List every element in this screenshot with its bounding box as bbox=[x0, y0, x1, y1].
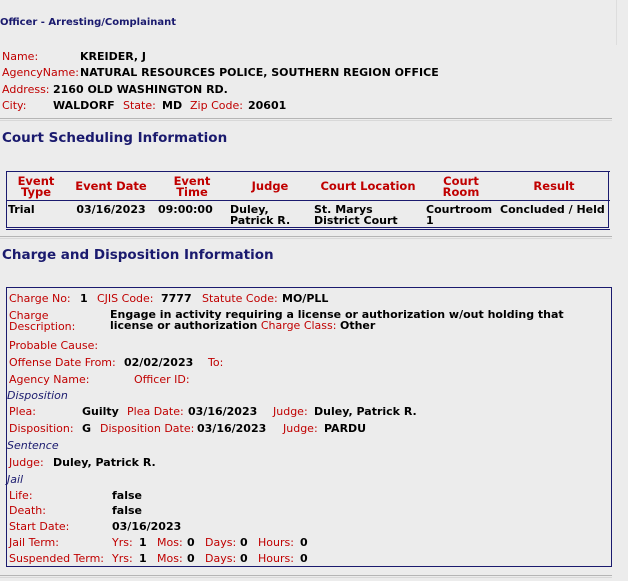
officer-section-header bbox=[0, 0, 617, 45]
susp-days-value: 0 bbox=[240, 552, 248, 565]
jail-yrs-label: Yrs: bbox=[112, 536, 133, 549]
charge-class-label: Charge Class: bbox=[260, 319, 337, 332]
header-judge: Judge bbox=[228, 172, 312, 201]
jail-mos-label: Mos: bbox=[157, 536, 183, 549]
susp-yrs-label: Yrs: bbox=[112, 552, 133, 565]
sentence-judge-label: Judge: bbox=[9, 456, 44, 469]
jail-mos-value: 0 bbox=[187, 536, 195, 549]
divider bbox=[0, 577, 612, 578]
disposition-date-value: 03/16/2023 bbox=[197, 422, 267, 435]
cell-event-date: 03/16/2023 bbox=[66, 201, 156, 230]
cjis-code-label: CJIS Code: bbox=[97, 292, 154, 305]
header-event-time: Event Time bbox=[156, 172, 228, 201]
plea-judge-value: Duley, Patrick R. bbox=[314, 405, 417, 418]
disposition-judge-value: PARDU bbox=[324, 422, 367, 435]
cell-judge: Duley, Patrick R. bbox=[228, 201, 312, 230]
address-value: 2160 OLD WASHINGTON RD. bbox=[53, 83, 228, 96]
cell-event-type: Trial bbox=[6, 201, 66, 230]
header-court-room: Court Room bbox=[424, 172, 498, 201]
divider bbox=[0, 118, 612, 119]
cell-event-time: 09:00:00 bbox=[156, 201, 228, 230]
disposition-value: G bbox=[82, 422, 92, 435]
death-value: false bbox=[112, 504, 142, 517]
officer-name-label: Name: bbox=[2, 50, 39, 63]
offense-date-from-label: Offense Date From: bbox=[9, 356, 116, 369]
jail-days-label: Days: bbox=[205, 536, 237, 549]
zip-label: Zip Code: bbox=[190, 99, 243, 112]
start-date-value: 03/16/2023 bbox=[112, 520, 182, 533]
charge-description-value: Engage in activity requiring a license or authorization w/out holding that license or authorization bbox=[110, 308, 564, 332]
divider bbox=[0, 236, 612, 237]
city-label: City: bbox=[2, 99, 27, 112]
sentence-judge-value: Duley, Patrick R. bbox=[53, 456, 156, 469]
jail-hours-value: 0 bbox=[300, 536, 308, 549]
probable-cause-label: Probable Cause: bbox=[9, 339, 99, 352]
offense-date-to-label: To: bbox=[208, 356, 224, 369]
death-label: Death: bbox=[9, 504, 46, 517]
susp-mos-label: Mos: bbox=[157, 552, 183, 565]
charge-class-value: Other bbox=[339, 319, 376, 332]
plea-label: Plea: bbox=[9, 405, 36, 418]
officer-section-title: Officer - Arresting/Complainant bbox=[0, 17, 177, 28]
life-label: Life: bbox=[9, 489, 33, 502]
disposition-judge-label: Judge: bbox=[283, 422, 318, 435]
jail-days-value: 0 bbox=[240, 536, 248, 549]
charge-no-value: 1 bbox=[80, 292, 88, 305]
divider bbox=[0, 238, 612, 239]
life-value: false bbox=[112, 489, 142, 502]
agency-name-value: NATURAL RESOURCES POLICE, SOUTHERN REGION OFFICE bbox=[80, 66, 439, 79]
susp-hours-value: 0 bbox=[300, 552, 308, 565]
court-schedule-table bbox=[6, 171, 610, 230]
cell-court-location: St. Marys District Court bbox=[312, 201, 424, 230]
start-date-label: Start Date: bbox=[9, 520, 70, 533]
plea-date-label: Plea Date: bbox=[127, 405, 184, 418]
divider bbox=[0, 575, 612, 576]
charge-no-label: Charge No: bbox=[9, 292, 71, 305]
address-label: Address: bbox=[2, 83, 50, 96]
statute-code-value: MO/PLL bbox=[282, 292, 329, 305]
header-event-date: Event Date bbox=[66, 172, 156, 201]
jail-hours-label: Hours: bbox=[258, 536, 294, 549]
header-result: Result bbox=[498, 172, 610, 201]
suspended-term-label: Suspended Term: bbox=[9, 552, 105, 565]
city-value: WALDORF bbox=[53, 99, 115, 112]
court-table-header-row bbox=[6, 172, 610, 201]
jail-heading: Jail bbox=[7, 473, 24, 486]
plea-judge-label: Judge: bbox=[273, 405, 308, 418]
statute-code-label: Statute Code: bbox=[202, 292, 278, 305]
officer-name-value: KREIDER, J bbox=[80, 50, 147, 63]
zip-value: 20601 bbox=[248, 99, 287, 112]
divider bbox=[0, 120, 612, 121]
header-event-type: Event Type bbox=[6, 172, 66, 201]
court-scheduling-title: Court Scheduling Information bbox=[2, 130, 228, 146]
state-value: MD bbox=[162, 99, 183, 112]
agency-name-label: AgencyName: bbox=[2, 66, 79, 79]
charge-agency-name-label: Agency Name: bbox=[9, 373, 90, 386]
susp-mos-value: 0 bbox=[187, 552, 195, 565]
disposition-date-label: Disposition Date: bbox=[100, 422, 195, 435]
charge-description-label: Charge Description: bbox=[9, 309, 76, 333]
cell-court-room: Courtroom 1 bbox=[424, 201, 498, 230]
cell-result: Concluded / Held bbox=[498, 201, 610, 230]
plea-date-value: 03/16/2023 bbox=[188, 405, 258, 418]
cjis-code-value: 7777 bbox=[161, 292, 192, 305]
disposition-heading: Disposition bbox=[7, 389, 68, 402]
jail-term-label: Jail Term: bbox=[9, 536, 59, 549]
state-label: State: bbox=[123, 99, 156, 112]
jail-yrs-value: 1 bbox=[139, 536, 147, 549]
table-row bbox=[6, 201, 610, 230]
offense-date-from-value: 02/02/2023 bbox=[124, 356, 194, 369]
susp-yrs-value: 1 bbox=[139, 552, 147, 565]
disposition-label: Disposition: bbox=[9, 422, 74, 435]
susp-hours-label: Hours: bbox=[258, 552, 294, 565]
officer-id-label: Officer ID: bbox=[134, 373, 190, 386]
sentence-heading: Sentence bbox=[7, 439, 59, 452]
susp-days-label: Days: bbox=[205, 552, 237, 565]
header-court-location: Court Location bbox=[312, 172, 424, 201]
plea-value: Guilty bbox=[82, 405, 119, 418]
charge-disposition-title: Charge and Disposition Information bbox=[2, 247, 274, 263]
